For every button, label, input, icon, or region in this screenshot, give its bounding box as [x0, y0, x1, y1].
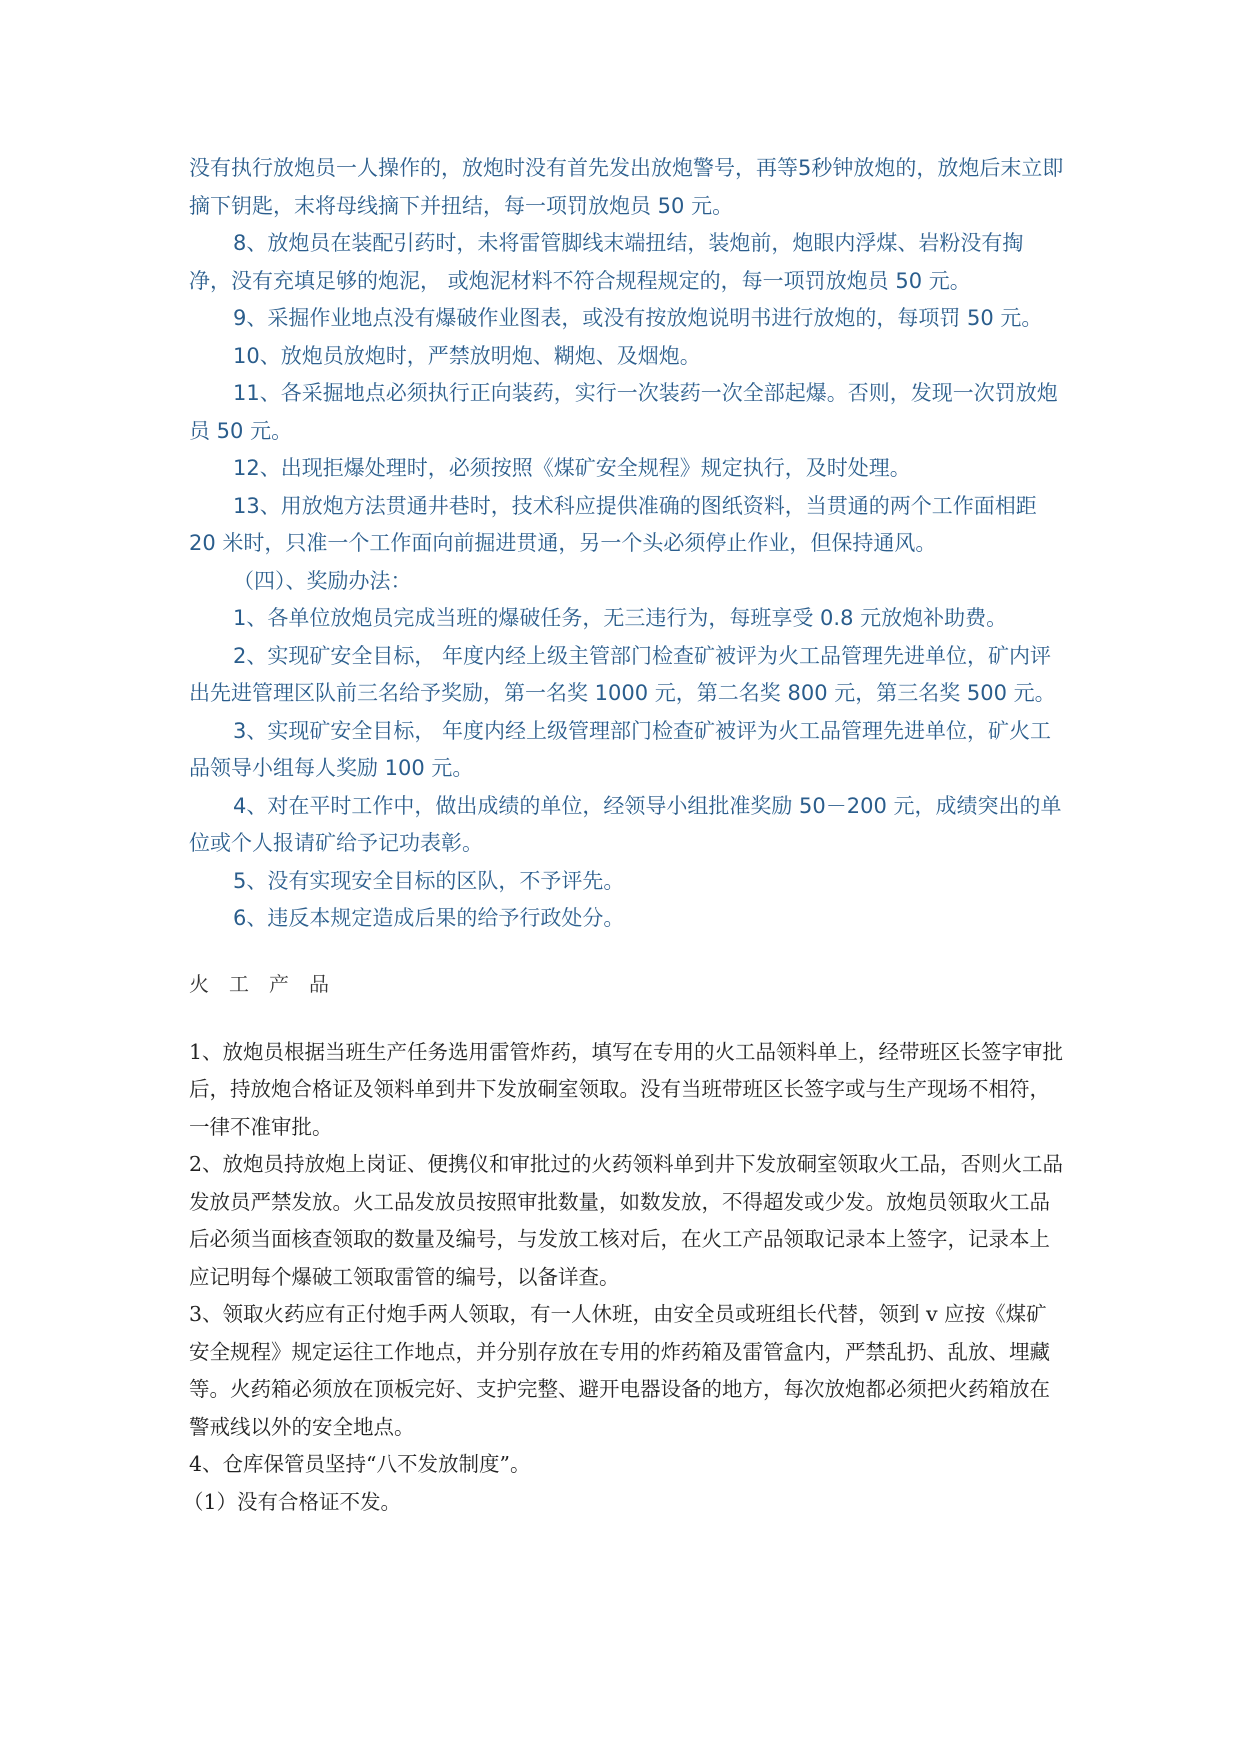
paragraph: 5、没有实现安全目标的区队，不予评先。 — [233, 868, 625, 893]
paragraph: 9、采掘作业地点没有爆破作业图表，或没有按放炮说明书进行放炮的，每项罚 50 元。 — [233, 306, 1043, 330]
paragraph: 6、违反本规定造成后果的给予行政处分。 — [233, 906, 625, 930]
paragraph: 没有执行放炮员一人操作的，放炮时没有首先发出放炮警号，再等5秒钟放炮的，放炮后末立即摘下钥匙，末将母线摘下并扭结，每一项罚放炮员 50 元。 — [189, 156, 1064, 218]
paragraph: 8、放炮员在装配引药时，未将雷管脚线末端扭结，装炮前，炮眼内浮煤、岩粉没有掏净，没有充填足够的炮泥， 或炮泥材料不符合规程规定的，每一项罚放炮员 50 元。 — [189, 231, 1024, 293]
subsection-heading: （四）、奖励办法： — [233, 568, 412, 593]
paragraph: 10、放炮员放炮时，严禁放明炮、糊炮、及烟炮。 — [233, 343, 701, 368]
paragraph: 4、仓库保管员坚持“八不发放制度”。 — [189, 1452, 531, 1476]
paragraph: 13、用放炮方法贯通井巷时，技术科应提供准确的图纸资料，当贯通的两个工作面相距 20 米时，只准一个工作面向前掘进贯通，另一个头必须停止作业，但保持通风。 — [189, 493, 1037, 555]
paragraph: 2、实现矿安全目标， 年度内经上级主管部门检查矿被评为火工品管理先进单位，矿内评出先进管理区队前三名给予奖励，第一名奖 1000 元，第二名奖 800 元，第三名奖 500 元。 — [189, 643, 1056, 705]
paragraph: 2、放炮员持放炮上岗证、便携仪和审批过的火药领料单到井下发放硐室领取火工品，否则火工品发放员严禁发放。火工品发放员按照审批数量，如数发放，不得超发或少发。放炮员领取火工品后必须当面核查领取的数量及编号，与发放工核对后，在火工产品领取记录本上签字，记录本上应记明每个爆破工领取雷管的编号，以备详查。 — [189, 1152, 1064, 1289]
paragraph: 12、出现拒爆处理时，必须按照《煤矿安全规程》规定执行，及时处理。 — [233, 456, 911, 480]
document-page — [183, 150, 1064, 1521]
paragraph: 11、各采掘地点必须执行正向装药，实行一次装药一次全部起爆。否则，发现一次罚放炮员 50 元。 — [189, 381, 1058, 443]
paragraph: 1、各单位放炮员完成当班的爆破任务，无三违行为，每班享受 0.8 元放炮补助费。 — [233, 606, 1008, 630]
section-heading: 火 工 产 品 — [189, 971, 329, 996]
paragraph: 4、对在平时工作中，做出成绩的单位，经领导小组批准奖励 50－200 元，成绩突出的单位或个人报请矿给予记功表彰。 — [189, 793, 1062, 855]
paragraph: 3、实现矿安全目标， 年度内经上级管理部门检查矿被评为火工品管理先进单位，矿火工品领导小组每人奖励 100 元。 — [189, 718, 1052, 780]
explosives-section — [183, 1034, 1064, 1522]
paragraph: 3、领取火药应有正付炮手两人领取，有一人休班，由安全员或班组长代替，领到 v 应按《煤矿安全规程》规定运往工作地点，并分别存放在专用的炸药箱及雷管盒内，严禁乱扔、乱放、埋藏等。火药箱必须放在顶板完好、支护完整、避开电器设备的地方，每次放炮都必须把火药箱放在警戒线以外的安全地点。 — [189, 1302, 1050, 1439]
paragraph: 1、放炮员根据当班生产任务选用雷管炸药，填写在专用的火工品领料单上，经带班区长签字审批后，持放炮合格证及领料单到井下发放硐室领取。没有当班带班区长签字或与生产现场不相符，一律不准审批。 — [189, 1039, 1064, 1139]
regulation-section — [189, 150, 1064, 938]
paragraph: （1）没有合格证不发。 — [183, 1489, 402, 1514]
